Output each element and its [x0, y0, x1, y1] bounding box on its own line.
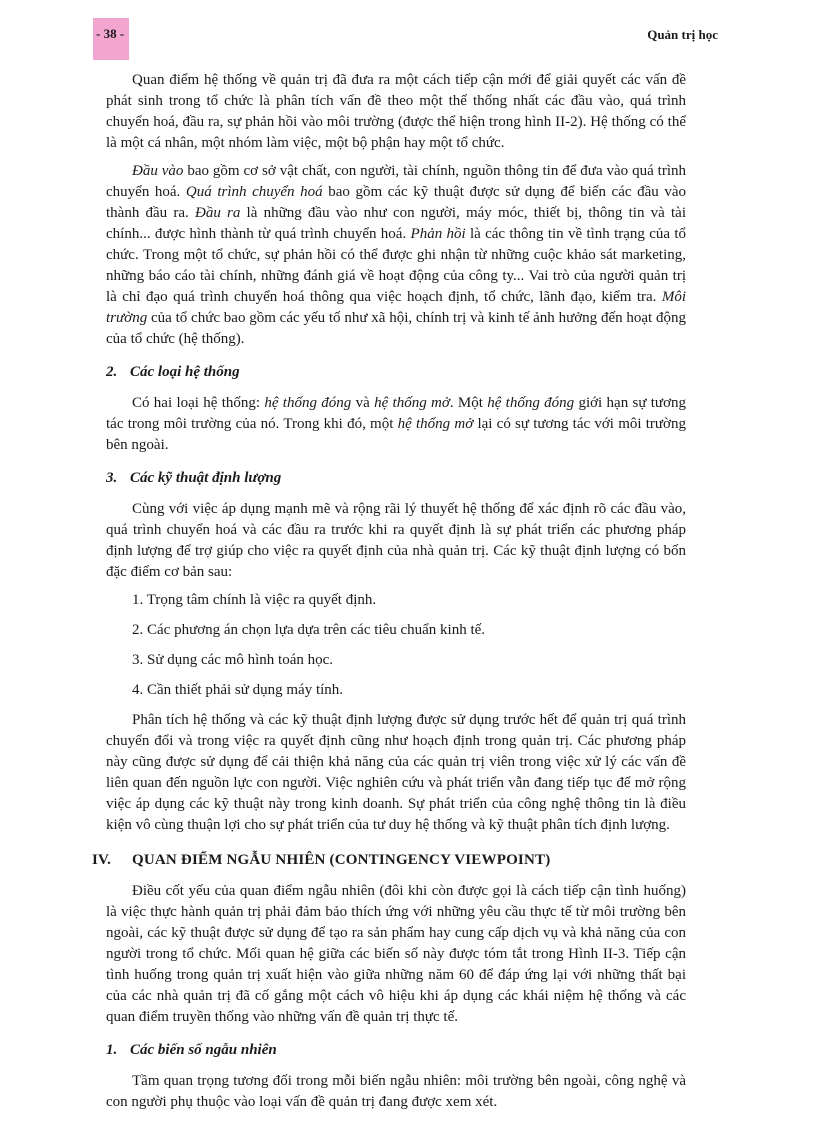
- term-open-system: hệ thống mở: [374, 395, 450, 411]
- section-heading-contingency: [92, 850, 686, 871]
- heading-contingency-variables: [106, 1040, 686, 1061]
- page-number: - 38 -: [93, 18, 129, 60]
- term-feedback: Phản hồi: [410, 226, 466, 242]
- heading-title: Các kỹ thuật định lượng: [130, 470, 282, 486]
- text-run: lại có sự tương tác với môi trường bên ngoài.: [106, 416, 686, 453]
- page-header: [93, 18, 718, 62]
- heading-title: Các biến số ngẫu nhiên: [130, 1042, 277, 1058]
- text-run: giới hạn sự tương tác trong môi trường của nó. Trong khi đó, một: [106, 395, 686, 432]
- paragraph-contingency-variables: Tầm quan trọng tương đối trong mỗi biến ngẫu nhiên: môi trường bên ngoài, công nghệ và con người phụ thuộc vào loại vấn đề quản trị đang được xem xét.: [106, 1073, 686, 1110]
- text-run: Có hai loại hệ thống:: [132, 395, 265, 411]
- heading-number: 2.: [106, 364, 118, 380]
- paragraph-quantitative-intro: Cùng với việc áp dụng mạnh mẽ và rộng rãi lý thuyết hệ thống để xác định rõ các đầu vào, quá trình chuyển hoá và các đầu ra trước khi ra quyết định là sự phát triển các phương pháp định lượng để trợ giúp cho việc ra quyết định của nhà quản trị. Các kỹ thuật định lượng có bốn đặc điểm cơ bản sau:: [106, 501, 686, 580]
- paragraph-contingency: Điều cốt yếu của quan điểm ngẫu nhiên (đôi khi còn được gọi là cách tiếp cận tình huống) là việc thực hành quản trị phải đảm bảo thích ứng với những yêu cầu thực tế từ môi trường bên ngoài, các kỹ thuật được sử dụng để tạo ra sản phẩm hay cung cấp dịch vụ và khả năng của con người trong tổ chức. Mối quan hệ giữa các biến số này được tóm tắt trong Hình II-3. Tiếp cận tình huống trong quản trị xuất hiện vào giữa những năm 60 để đáp ứng lại với những thất bại của các nhà quản trị đã cố gắng một cách vô hiệu khi áp dụng các khái niệm hệ thống và các quan điểm truyền thống vào những vấn đề quản trị thực tế.: [106, 883, 686, 1025]
- term-transformation: Quá trình chuyển hoá: [185, 184, 323, 200]
- section-title: QUAN ĐIỂM NGẪU NHIÊN (CONTINGENCY VIEWPOINT): [132, 852, 551, 868]
- text-run: bao gồm các kỹ thuật được sử dụng để biến các đầu vào thành đầu ra.: [106, 184, 686, 221]
- list-item: 4. Cần thiết phải sử dụng máy tính.: [132, 682, 344, 698]
- list-item: 2. Các phương án chọn lựa dựa trên các tiêu chuẩn kinh tế.: [132, 622, 486, 638]
- term-input: Đầu vào: [132, 163, 184, 179]
- page-content: [92, 70, 687, 1120]
- heading-quantitative-techniques: [106, 468, 686, 489]
- paragraph-quantitative-usage: Phân tích hệ thống và các kỹ thuật định lượng được sử dụng trước hết để quản trị quá trình chuyển đổi và trong việc ra quyết định cũng như hoạch định trong quản trị. Các phương pháp này cũng được sử dụng để cải thiện khả năng của các quản trị viên trong việc xử lý các vấn đề liên quan đến nguồn lực con người. Việc nghiên cứu và phát triển vẫn đang tiếp tục để mở rộng việc áp dụng các kỹ thuật này trong kinh doanh. Sự phát triển của công nghệ thông tin là điều kiện vô cùng thuận lợi cho sự phát triển của tư duy hệ thống và kỹ thuật phân tích định lượng.: [106, 712, 686, 833]
- term-open-system: hệ thống mở: [397, 416, 474, 432]
- heading-number: 3.: [106, 470, 118, 486]
- list-item: 1. Trọng tâm chính là việc ra quyết định.: [132, 592, 377, 608]
- text-run: của tổ chức bao gồm các yếu tố như xã hội, chính trị và kinh tế ảnh hưởng đến hoạt động của tổ chức (hệ thống).: [106, 310, 686, 347]
- text-run: bao gồm cơ sở vật chất, con người, tài chính, nguồn thông tin để đưa vào quá trình chuyển hoá.: [106, 163, 686, 200]
- text-run: là những đầu vào như con người, máy móc, thiết bị, thông tin và tài chính... được hình thành từ quá trình chuyển hoá.: [106, 205, 687, 242]
- term-closed-system: hệ thống đóng: [487, 395, 575, 411]
- book-title: Quản trị học: [647, 27, 718, 42]
- section-number: IV.: [92, 852, 112, 868]
- paragraph-system-components: [106, 161, 686, 350]
- text-run: và: [351, 395, 375, 411]
- heading-system-types: [106, 362, 686, 383]
- text-run: . Một: [449, 395, 488, 411]
- paragraph-systems-viewpoint: Quan điểm hệ thống về quản trị đã đưa ra một cách tiếp cận mới để giải quyết các vấn đề phát sinh trong tổ chức là phân tích vấn đề theo một thể thống nhất các đầu vào, quá trình chuyển hoá, đầu ra, sự phản hồi vào môi trường (được thể hiện trong hình II-2). Hệ thống có thể là một cá nhân, một nhóm làm việc, một bộ phận hay một tổ chức.: [106, 72, 686, 151]
- text-run: là các thông tin về tình trạng của tổ chức. Trong một tổ chức, sự phản hồi có thể được ghi nhận từ những cuộc khảo sát marketing, những báo cáo tài chính, những đánh giá về hoạt động của công ty... Vai trò của người quản trị là chỉ đạo quá trình chuyển hoá thông qua việc hoạch định, tổ chức, lãnh đạo, kiểm tra.: [106, 226, 686, 305]
- paragraph-system-types: [106, 393, 686, 456]
- heading-number: 1.: [106, 1042, 118, 1058]
- list-item: 3. Sử dụng các mô hình toán học.: [132, 652, 334, 668]
- term-closed-system: hệ thống đóng: [264, 395, 352, 411]
- heading-title: Các loại hệ thống: [130, 364, 240, 380]
- term-environment: Môi trường: [106, 289, 686, 326]
- term-output: Đầu ra: [194, 205, 241, 221]
